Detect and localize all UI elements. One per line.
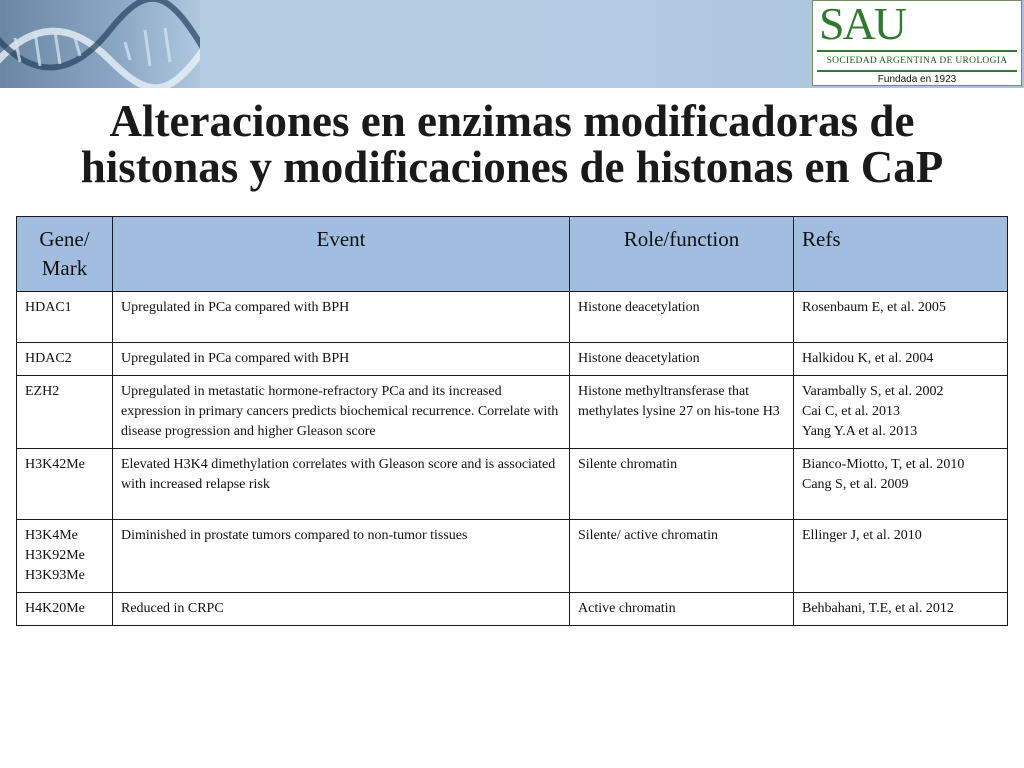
cell-role: Histone deacetylation	[570, 343, 794, 376]
ref-line: Rosenbaum E, et al. 2005	[802, 300, 946, 315]
logo-mark: SAU	[819, 0, 906, 49]
gene-line: HDAC2	[25, 351, 72, 366]
table-row	[17, 343, 1008, 376]
logo-founded-text: Fundada en 1923	[877, 74, 957, 85]
cell-role: Silente/ active chromatin	[570, 520, 794, 593]
histone-alterations-table	[16, 216, 1008, 626]
dna-helix-image	[0, 0, 200, 88]
table-row	[17, 449, 1008, 520]
cell-role: Histone methyltransferase that methylates lysine 27 on his-tone H3	[570, 376, 794, 449]
cell-event: Reduced in CRPC	[113, 593, 570, 626]
cell-role: Histone deacetylation	[570, 292, 794, 343]
table-row	[17, 292, 1008, 343]
table-row	[17, 593, 1008, 626]
ref-line: Halkidou K, et al. 2004	[802, 351, 934, 366]
column-header-event: Event	[113, 217, 570, 292]
ref-line: Cai C, et al. 2013	[802, 404, 900, 419]
cell-gene	[17, 449, 113, 520]
ref-line: Yang Y.A et al. 2013	[802, 424, 918, 439]
gene-line: H3K4Me	[25, 528, 78, 543]
cell-role: Silente chromatin	[570, 449, 794, 520]
cell-gene	[17, 376, 113, 449]
gene-line: H3K42Me	[25, 457, 85, 472]
cell-refs	[794, 520, 1008, 593]
logo-organization-name: SOCIEDAD ARGENTINA DE UROLOGIA	[817, 50, 1017, 72]
cell-refs	[794, 343, 1008, 376]
gene-line: H3K93Me	[25, 568, 85, 583]
slide-title	[0, 98, 1024, 190]
cell-event: Upregulated in metastatic hormone-refractory PCa and its increased expression in primary cancers predicts biochemical recurrence. Correlate with disease progression and higher Gleason score	[113, 376, 570, 449]
cell-gene	[17, 343, 113, 376]
cell-gene	[17, 292, 113, 343]
ref-line: Cang S, et al. 2009	[802, 477, 909, 492]
title-line-2: histonas y modificaciones de histonas en CaP	[80, 142, 944, 192]
cell-refs	[794, 593, 1008, 626]
column-header-gene: Gene/ Mark	[17, 217, 113, 292]
table-row	[17, 520, 1008, 593]
ref-line: Ellinger J, et al. 2010	[802, 528, 922, 543]
gene-line: H3K92Me	[25, 548, 85, 563]
gene-line: H4K20Me	[25, 601, 85, 616]
ref-line: Bianco-Miotto, T, et al. 2010	[802, 457, 965, 472]
ref-line: Behbahani, T.E, et al. 2012	[802, 601, 954, 616]
table-header-row	[17, 217, 1008, 292]
cell-gene	[17, 593, 113, 626]
column-header-refs: Refs	[794, 217, 1008, 292]
cell-gene	[17, 520, 113, 593]
ref-line: Varambally S, et al. 2002	[802, 384, 944, 399]
cell-refs	[794, 292, 1008, 343]
table-row	[17, 376, 1008, 449]
cell-event: Upregulated in PCa compared with BPH	[113, 343, 570, 376]
cell-event: Diminished in prostate tumors compared to non-tumor tissues	[113, 520, 570, 593]
cell-event: Upregulated in PCa compared with BPH	[113, 292, 570, 343]
sau-logo	[812, 0, 1022, 86]
title-line-1: Alteraciones en enzimas modificadoras de	[109, 96, 915, 146]
header-banner	[0, 0, 1024, 88]
cell-role: Active chromatin	[570, 593, 794, 626]
cell-refs	[794, 376, 1008, 449]
gene-line: EZH2	[25, 384, 60, 399]
gene-line: HDAC1	[25, 300, 72, 315]
column-header-role: Role/function	[570, 217, 794, 292]
cell-refs	[794, 449, 1008, 520]
cell-event: Elevated H3K4 dimethylation correlates with Gleason score and is associated with increased relapse risk	[113, 449, 570, 520]
